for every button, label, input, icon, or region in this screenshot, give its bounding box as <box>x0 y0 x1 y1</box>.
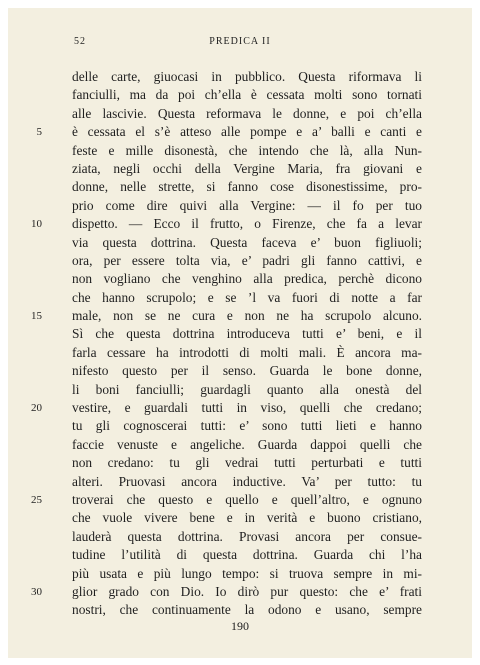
body-text <box>31 68 422 620</box>
line-text: non vogliano che venghino alla predica, perchè dicono <box>72 271 422 287</box>
text-line <box>31 307 422 325</box>
line-text: tu gli cognoscerai tutti: e’ sono tutti lieti e hanno <box>72 418 422 434</box>
text-line <box>72 289 422 307</box>
line-text: prio come dire quivi alla Vergine: — il fo per tuo <box>72 197 422 213</box>
text-line <box>72 344 422 362</box>
line-text: nostri, che continuamente la odono e usano, sempre <box>72 602 422 618</box>
text-line <box>72 160 422 178</box>
line-text: troverai che questo e quello e quell’altro, e ognuno <box>72 491 422 507</box>
text-line <box>72 601 422 619</box>
line-text: feste e mille disonestà, che intendo che là, alla Nun- <box>72 142 422 158</box>
text-line <box>72 68 422 86</box>
line-text: nifesto questo per il senso. Guarda le bone donne, <box>72 363 422 379</box>
text-line <box>72 105 422 123</box>
line-text: vestire, e guardali tutti in viso, quelli che credano; <box>72 400 422 416</box>
text-line <box>72 142 422 160</box>
line-text: che hanno scrupolo; e se ’l va fuori di notte a far <box>72 289 422 305</box>
header-title: PREDICA II <box>209 36 271 47</box>
text-line <box>72 270 422 288</box>
text-line <box>72 454 422 472</box>
book-page <box>8 8 472 658</box>
text-line <box>72 565 422 583</box>
footer-folio: 190 <box>231 619 249 633</box>
line-text: male, non se ne cura e non ne ha scrupolo alcuno. <box>72 308 422 324</box>
line-text: Sì che questa dottrina introduceva tutti e’ beni, e il <box>72 326 422 342</box>
line-number: 10 <box>31 218 42 231</box>
line-text: li boni fanciulli; guardagli quanto alla onestà del <box>72 381 422 397</box>
line-text: lauderà questa dottrina. Provasi ancora per consue- <box>72 528 422 544</box>
line-text: tudine l’utilità di questa dottrina. Guarda chi l’ha <box>72 547 422 563</box>
text-line <box>72 252 422 270</box>
text-line <box>72 528 422 546</box>
text-line <box>31 399 422 417</box>
text-line <box>72 381 422 399</box>
text-line <box>72 178 422 196</box>
line-text: ora, per essere tolta via, e’ padri gli fanno cattivi, e <box>72 252 422 268</box>
text-line <box>72 86 422 104</box>
page-number: 52 <box>74 36 86 47</box>
line-text: fanciulli, ma da poi ch’ella è cessata molti sono tornati <box>72 87 422 103</box>
line-number: 20 <box>31 402 42 415</box>
line-number: 25 <box>31 493 42 506</box>
text-line <box>72 546 422 564</box>
line-number: 5 <box>36 126 42 139</box>
line-number: 30 <box>31 585 42 598</box>
text-line <box>72 362 422 380</box>
text-line <box>72 473 422 491</box>
text-line <box>31 491 422 509</box>
line-text: faccie venuste e angeliche. Guarda dappoi quelli che <box>72 436 422 452</box>
line-text: che vuole vivere bene e in verità e buono cristiano, <box>72 510 422 526</box>
text-line <box>72 197 422 215</box>
line-text: via questa dottrina. Questa faceva e’ buon figliuoli; <box>72 234 422 250</box>
line-text: alteri. Pruovasi ancora inductive. Va’ per tutto: tu <box>72 473 422 489</box>
text-line <box>72 417 422 435</box>
text-line <box>72 234 422 252</box>
text-line <box>31 583 422 601</box>
text-line <box>31 215 422 233</box>
line-text: glior grado con Dio. Io dirò pur questo: che e’ frati <box>72 583 422 599</box>
line-text: più usata e più lungo tempo: si truova sempre in mi- <box>72 565 422 581</box>
text-line <box>72 436 422 454</box>
line-number: 15 <box>31 310 42 323</box>
text-line <box>72 325 422 343</box>
line-text: donne, nelle strette, si fanno cose disonestissime, pro- <box>72 179 422 195</box>
line-text: delle carte, giuocasi in pubblico. Questa riformava li <box>72 69 422 84</box>
line-text: dispetto. — Ecco il frutto, o Firenze, che fa a levar <box>72 216 422 232</box>
line-text: non credano: tu gli vedrai tutti perturbati e tutti <box>72 455 422 471</box>
text-line <box>72 509 422 527</box>
line-text: ziata, negli occhi della Vergine Maria, fra giovani e <box>72 160 422 176</box>
line-text: farla cessare ha introdotti di molti mali. È ancora ma- <box>72 344 422 360</box>
text-line <box>36 123 422 141</box>
line-text: è cessata el s’è atteso alle pompe e a’ balli e canti e <box>72 124 422 140</box>
line-text: alle lascivie. Questa reformava le donne, e poi ch’ella <box>72 105 422 121</box>
